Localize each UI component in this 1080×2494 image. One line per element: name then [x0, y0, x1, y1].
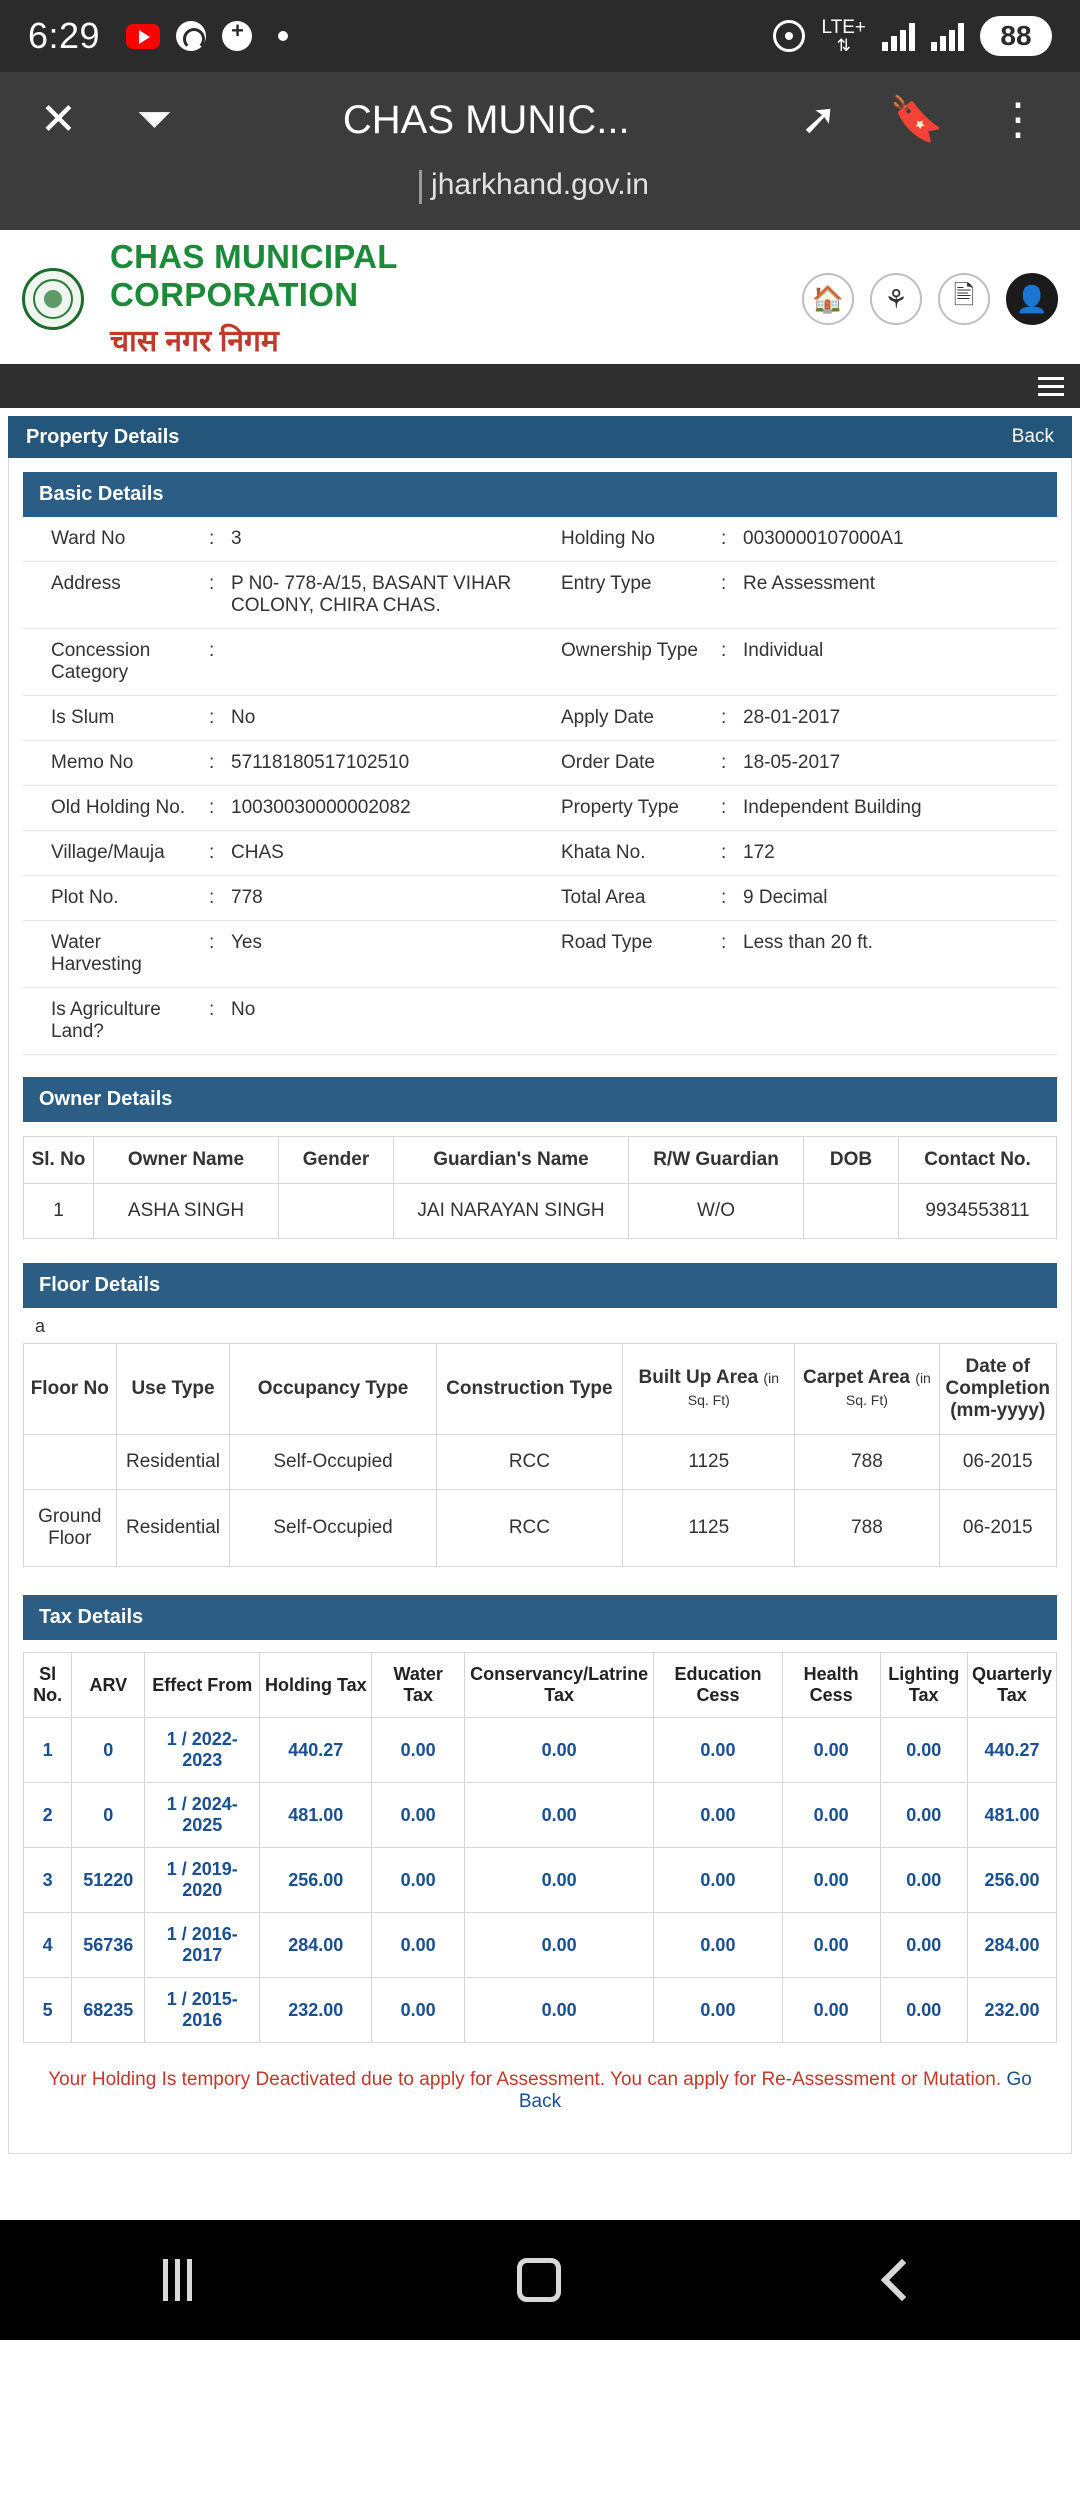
column-header: Holding Tax — [260, 1653, 372, 1718]
field-label: Concession Category — [23, 629, 203, 696]
field-value: Less than 20 ft. — [737, 921, 1057, 988]
table-row — [24, 1978, 1057, 2043]
cell: 1 / 2019-2020 — [145, 1848, 260, 1913]
field-label: Property Type — [555, 786, 715, 831]
column-header: ARV — [72, 1653, 145, 1718]
deactivation-warning — [23, 2043, 1057, 2135]
column-header-unit: (in Sq. Ft) — [688, 1370, 779, 1408]
column-header: Lighting Tax — [880, 1653, 967, 1718]
field-value: No — [225, 988, 555, 1055]
table-row — [24, 1435, 1057, 1490]
column-header: Sl. No — [24, 1137, 94, 1184]
cell: RCC — [436, 1435, 623, 1490]
cell — [279, 1184, 394, 1239]
certificate-icon[interactable]: 🖹 — [938, 273, 990, 325]
signal-bars-icon — [882, 21, 915, 51]
cell: 5 — [24, 1978, 72, 2043]
cell: 0.00 — [465, 1848, 654, 1913]
colon: : — [203, 562, 225, 629]
home-icon[interactable]: 🏠 — [802, 273, 854, 325]
page-title: Property Details — [26, 426, 179, 449]
close-icon[interactable]: ✕ — [40, 98, 77, 142]
field-label: Apply Date — [555, 696, 715, 741]
column-header: Guardian's Name — [394, 1137, 629, 1184]
field-value — [737, 988, 1057, 1055]
field-label — [555, 988, 715, 1055]
colon: : — [715, 921, 737, 988]
table-row — [23, 876, 1057, 921]
colon: : — [203, 988, 225, 1055]
cell: 0.00 — [880, 1978, 967, 2043]
browser-toolbar — [0, 72, 1080, 168]
cell: 1 / 2022-2023 — [145, 1718, 260, 1783]
field-value: 57118180517102510 — [225, 741, 555, 786]
cell: Self-Occupied — [230, 1490, 436, 1567]
cell — [804, 1184, 899, 1239]
column-header — [623, 1344, 795, 1435]
cell: 06-2015 — [939, 1490, 1056, 1567]
cell: JAI NARAYAN SINGH — [394, 1184, 629, 1239]
site-title-en-line2: CORPORATION — [110, 276, 398, 314]
cell: W/O — [629, 1184, 804, 1239]
field-value: No — [225, 696, 555, 741]
site-title-en-line1: CHAS MUNICIPAL — [110, 238, 398, 276]
cell: 0.00 — [782, 1978, 880, 2043]
cell: Self-Occupied — [230, 1435, 436, 1490]
field-label: Is Agriculture Land? — [23, 988, 203, 1055]
table-row — [24, 1490, 1057, 1567]
cell: 0.00 — [782, 1718, 880, 1783]
cell: 0.00 — [465, 1978, 654, 2043]
floor-details-note: a — [23, 1308, 1057, 1337]
field-value: Individual — [737, 629, 1057, 696]
cell: 256.00 — [260, 1848, 372, 1913]
table-row — [23, 786, 1057, 831]
overflow-menu-icon[interactable]: ⋮ — [996, 98, 1040, 142]
cast-icon — [773, 20, 805, 52]
cell: 0.00 — [654, 1978, 782, 2043]
field-label: Khata No. — [555, 831, 715, 876]
colon: : — [715, 562, 737, 629]
colon: : — [715, 517, 737, 562]
status-time: 6:29 — [28, 15, 100, 57]
cell: 0.00 — [372, 1848, 465, 1913]
column-header: Sl No. — [24, 1653, 72, 1718]
field-label: Is Slum — [23, 696, 203, 741]
column-header: Construction Type — [436, 1344, 623, 1435]
column-header: Floor No — [24, 1344, 117, 1435]
share-icon[interactable]: ➚ — [800, 98, 837, 142]
colon: : — [203, 517, 225, 562]
cell: Residential — [116, 1435, 230, 1490]
colon: : — [715, 786, 737, 831]
colon: : — [203, 876, 225, 921]
field-value: 18-05-2017 — [737, 741, 1057, 786]
column-header — [795, 1344, 939, 1435]
column-header: Occupancy Type — [230, 1344, 436, 1435]
cell: 51220 — [72, 1848, 145, 1913]
cell: 232.00 — [260, 1978, 372, 2043]
page-content — [0, 416, 1080, 2154]
cell: 0.00 — [880, 1718, 967, 1783]
field-label: Water Harvesting — [23, 921, 203, 988]
colon: : — [203, 629, 225, 696]
go-back-link[interactable]: Go Back — [519, 2069, 1032, 2112]
status-system-icons — [773, 16, 1052, 56]
cell: 1 / 2015-2016 — [145, 1978, 260, 2043]
cell: 0.00 — [465, 1783, 654, 1848]
field-value: 28-01-2017 — [737, 696, 1057, 741]
cell: 0.00 — [782, 1848, 880, 1913]
table-row — [23, 741, 1057, 786]
url-text: jharkhand.gov.in — [431, 168, 649, 202]
cell: 0.00 — [654, 1783, 782, 1848]
field-label: Village/Mauja — [23, 831, 203, 876]
site-nav-strip — [0, 364, 1080, 408]
colon: : — [203, 741, 225, 786]
column-header: Owner Name — [94, 1137, 279, 1184]
android-navigation-bar — [0, 2220, 1080, 2340]
column-header-unit: (in Sq. Ft) — [846, 1370, 931, 1408]
tax-details-table — [23, 1652, 1057, 2043]
battery-percentage: 88 — [980, 16, 1052, 56]
colon: : — [203, 831, 225, 876]
cell: 0.00 — [880, 1913, 967, 1978]
cell: 0.00 — [782, 1783, 880, 1848]
field-label: Old Holding No. — [23, 786, 203, 831]
column-header: Gender — [279, 1137, 394, 1184]
cell: 1 — [24, 1184, 94, 1239]
cell: Ground Floor — [24, 1490, 117, 1567]
field-label: Memo No — [23, 741, 203, 786]
signal-bars-2-icon — [931, 21, 964, 51]
column-header: Quarterly Tax — [967, 1653, 1056, 1718]
cell: 1 / 2024-2025 — [145, 1783, 260, 1848]
field-value: 172 — [737, 831, 1057, 876]
back-link[interactable]: Back — [1012, 426, 1054, 448]
colon: : — [715, 741, 737, 786]
youtube-icon — [126, 24, 160, 49]
header-icon-group — [802, 273, 1058, 325]
cell: 284.00 — [967, 1913, 1056, 1978]
site-title-hi: चास नगर निगम — [110, 319, 398, 360]
cell: 0 — [72, 1718, 145, 1783]
column-header: Health Cess — [782, 1653, 880, 1718]
colon: : — [203, 921, 225, 988]
field-label: Ward No — [23, 517, 203, 562]
column-header-label: Built Up Area — [639, 1367, 759, 1388]
bookmark-icon[interactable]: 🔖 — [889, 98, 944, 142]
column-header: Date of Completion (mm-yyyy) — [939, 1344, 1056, 1435]
table-row — [23, 831, 1057, 876]
cell: 481.00 — [967, 1783, 1056, 1848]
cell: 9934553811 — [899, 1184, 1057, 1239]
network-type-indicator — [821, 18, 866, 55]
cell: 232.00 — [967, 1978, 1056, 2043]
municipal-emblem-icon — [22, 268, 84, 330]
recents-icon[interactable] — [163, 2259, 192, 2301]
whatsapp-business-icon — [222, 21, 252, 51]
browser-url-bar[interactable] — [0, 168, 1080, 230]
home-button-icon[interactable] — [517, 2258, 561, 2302]
recording-dot-icon — [278, 31, 288, 41]
table-header-row — [24, 1653, 1057, 1718]
cell: RCC — [436, 1490, 623, 1567]
column-header: DOB — [804, 1137, 899, 1184]
field-value: 3 — [225, 517, 555, 562]
field-value: 0030000107000A1 — [737, 517, 1057, 562]
colon: : — [203, 786, 225, 831]
cell: 0.00 — [465, 1718, 654, 1783]
cell: 256.00 — [967, 1848, 1056, 1913]
cell: 284.00 — [260, 1913, 372, 1978]
column-header: Use Type — [116, 1344, 230, 1435]
water-tap-icon[interactable]: ⚘ — [870, 273, 922, 325]
site-title-block — [110, 238, 398, 361]
table-header-row — [24, 1344, 1057, 1435]
field-label: Order Date — [555, 741, 715, 786]
field-label: Ownership Type — [555, 629, 715, 696]
cell: 788 — [795, 1490, 939, 1567]
cell: ASHA SINGH — [94, 1184, 279, 1239]
cell: 0 — [72, 1783, 145, 1848]
colon: : — [715, 876, 737, 921]
cell: 1 / 2016-2017 — [145, 1913, 260, 1978]
field-value: Yes — [225, 921, 555, 988]
cell: 2 — [24, 1783, 72, 1848]
data-transfer-icon: ⇅ — [837, 36, 851, 55]
basic-details-header: Basic Details — [23, 472, 1057, 517]
cell: 788 — [795, 1435, 939, 1490]
cell: 0.00 — [880, 1783, 967, 1848]
column-header-label: Carpet Area — [803, 1367, 910, 1388]
field-label: Plot No. — [23, 876, 203, 921]
colon: : — [715, 696, 737, 741]
field-value: CHAS — [225, 831, 555, 876]
cell — [24, 1435, 117, 1490]
column-header: Conservancy/Latrine Tax — [465, 1653, 654, 1718]
floor-details-header: Floor Details — [23, 1263, 1057, 1308]
column-header: Education Cess — [654, 1653, 782, 1718]
field-label: Total Area — [555, 876, 715, 921]
cell: 0.00 — [654, 1718, 782, 1783]
hamburger-menu-icon[interactable] — [1038, 377, 1064, 396]
table-row — [23, 921, 1057, 988]
back-button-icon[interactable] — [881, 2259, 923, 2301]
table-row — [23, 696, 1057, 741]
table-row — [23, 629, 1057, 696]
field-value: 9 Decimal — [737, 876, 1057, 921]
cell: Residential — [116, 1490, 230, 1567]
cell: 0.00 — [372, 1718, 465, 1783]
warning-text: Your Holding Is tempory Deactivated due to apply for Assessment. You can apply for Re-Assessment or Mutation. — [48, 2069, 1001, 2090]
cell: 0.00 — [372, 1783, 465, 1848]
field-value: Independent Building — [737, 786, 1057, 831]
column-header: R/W Guardian — [629, 1137, 804, 1184]
colon-empty — [715, 988, 737, 1055]
floor-details-table — [23, 1343, 1057, 1567]
cell: 1125 — [623, 1490, 795, 1567]
colon: : — [203, 696, 225, 741]
table-row — [24, 1718, 1057, 1783]
table-row — [24, 1783, 1057, 1848]
whatsapp-icon — [176, 21, 206, 51]
property-details-card — [8, 458, 1072, 2154]
table-row — [23, 562, 1057, 629]
cell: 0.00 — [654, 1913, 782, 1978]
table-row — [24, 1913, 1057, 1978]
table-row — [24, 1184, 1057, 1239]
table-row — [23, 988, 1057, 1055]
cell: 3 — [24, 1848, 72, 1913]
cell: 0.00 — [372, 1978, 465, 2043]
colon: : — [715, 629, 737, 696]
network-type-label: LTE+ — [821, 17, 866, 38]
cell: 0.00 — [782, 1913, 880, 1978]
column-header: Water Tax — [372, 1653, 465, 1718]
cell: 1125 — [623, 1435, 795, 1490]
property-details-header — [8, 416, 1072, 458]
field-label: Holding No — [555, 517, 715, 562]
chevron-down-icon[interactable]: ⏷ — [137, 98, 172, 142]
column-header: Effect From — [145, 1653, 260, 1718]
cell: 68235 — [72, 1978, 145, 2043]
field-value: Re Assessment — [737, 562, 1057, 629]
owner-details-header: Owner Details — [23, 1077, 1057, 1122]
field-label: Road Type — [555, 921, 715, 988]
cell: 4 — [24, 1913, 72, 1978]
basic-details-table — [23, 517, 1057, 1055]
field-value: P N0- 778-A/15, BASANT VIHAR COLONY, CHIRA CHAS. — [225, 562, 555, 629]
column-header: Contact No. — [899, 1137, 1057, 1184]
field-label: Address — [23, 562, 203, 629]
cell: 1 — [24, 1718, 72, 1783]
cell: 56736 — [72, 1913, 145, 1978]
user-icon[interactable]: 👤 — [1006, 273, 1058, 325]
browser-page-title: CHAS MUNIC... — [343, 98, 630, 142]
cell: 440.27 — [967, 1718, 1056, 1783]
tax-details-header: Tax Details — [23, 1595, 1057, 1640]
field-value: 778 — [225, 876, 555, 921]
cell: 0.00 — [654, 1848, 782, 1913]
table-header-row — [24, 1137, 1057, 1184]
cell: 06-2015 — [939, 1435, 1056, 1490]
site-header — [0, 230, 1080, 364]
status-notification-icons — [126, 21, 288, 51]
field-value — [225, 629, 555, 696]
cell: 440.27 — [260, 1718, 372, 1783]
cell: 481.00 — [260, 1783, 372, 1848]
table-row — [23, 517, 1057, 562]
owner-details-table — [23, 1136, 1057, 1239]
cell: 0.00 — [880, 1848, 967, 1913]
field-label: Entry Type — [555, 562, 715, 629]
table-row — [24, 1848, 1057, 1913]
field-value: 10030030000002082 — [225, 786, 555, 831]
cell: 0.00 — [465, 1913, 654, 1978]
android-status-bar — [0, 0, 1080, 72]
colon: : — [715, 831, 737, 876]
cell: 0.00 — [372, 1913, 465, 1978]
